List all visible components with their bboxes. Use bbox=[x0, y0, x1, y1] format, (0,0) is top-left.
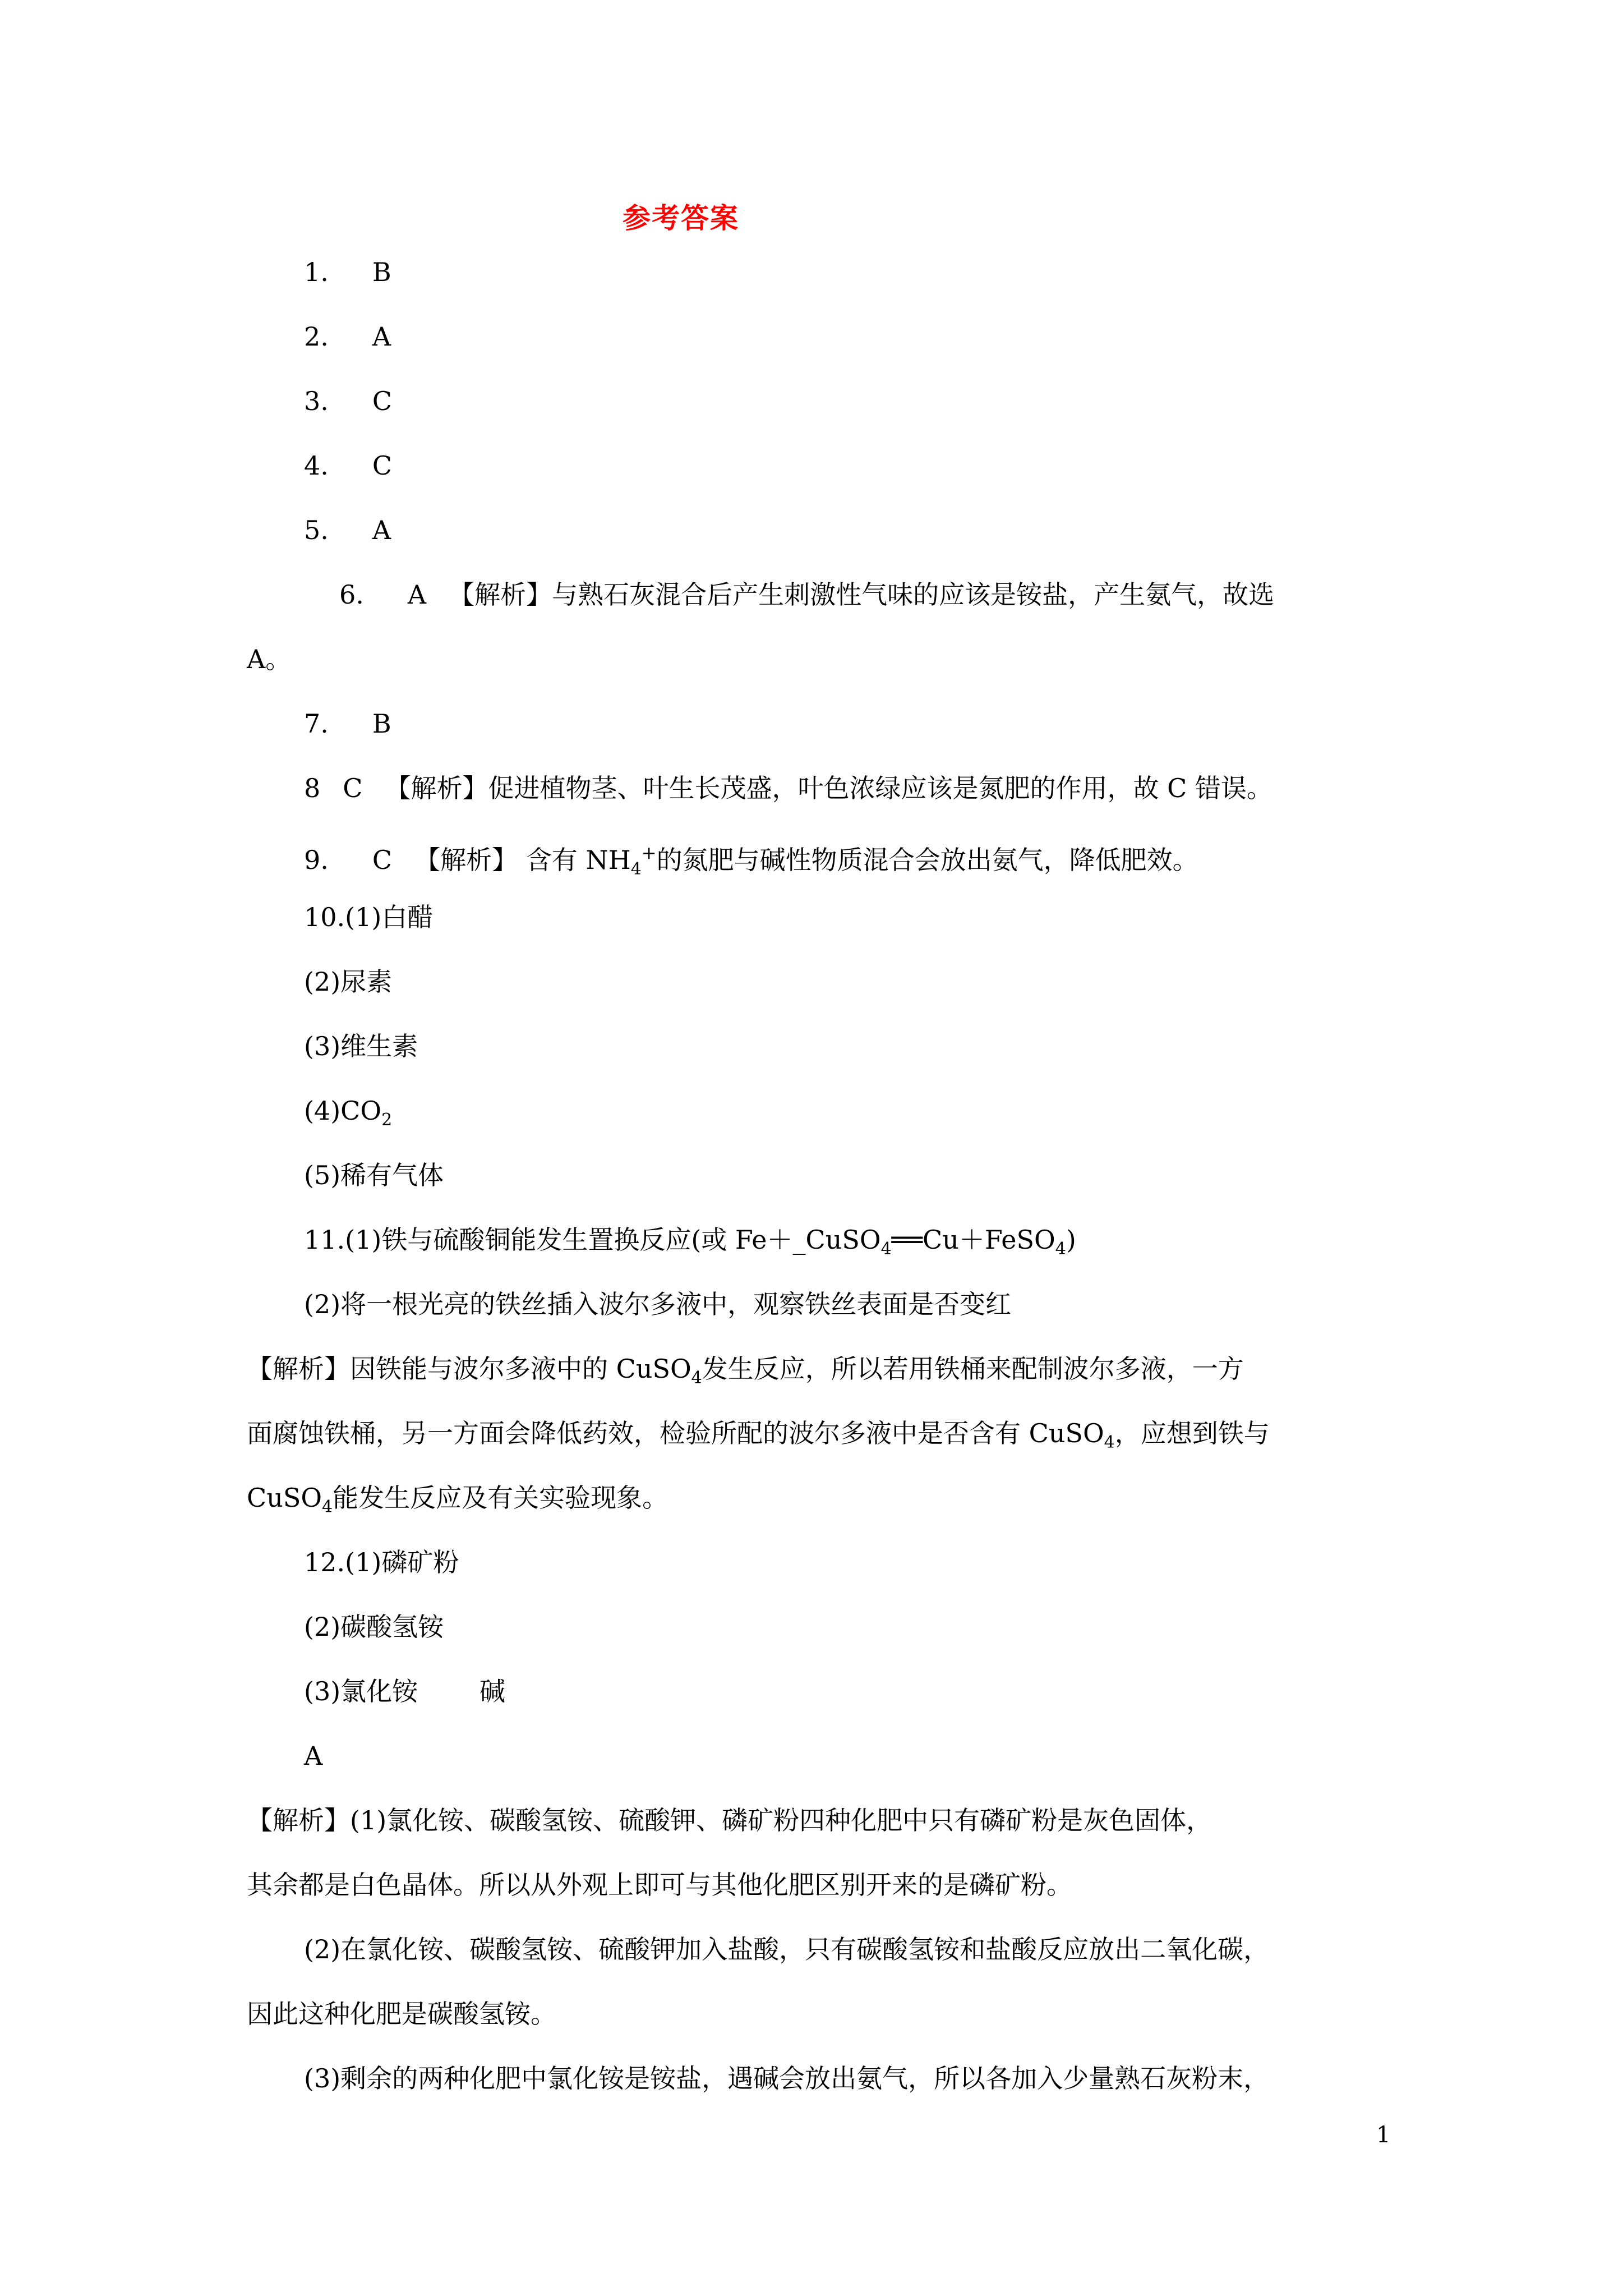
answer-11-explanation-line-1 bbox=[247, 1352, 1244, 1395]
answer-text-cont: 碱 bbox=[479, 1676, 506, 1706]
answer-10-part-4 bbox=[304, 1094, 392, 1137]
subscript: 2 bbox=[381, 1110, 393, 1130]
answer-choice: C bbox=[343, 773, 363, 803]
subscript: 4 bbox=[1055, 1239, 1066, 1259]
answer-10-part-5: (5)稀有气体 bbox=[304, 1160, 444, 1190]
answer-text: (1)铁与硫酸铜能发生置换反应(或 Fe＋_CuSO bbox=[345, 1225, 881, 1255]
question-number: 12. bbox=[304, 1547, 345, 1577]
answer-5 bbox=[304, 513, 391, 547]
answer-3 bbox=[304, 384, 392, 418]
answer-4 bbox=[304, 449, 392, 482]
question-number: 11. bbox=[304, 1225, 345, 1255]
question-number: 4. bbox=[304, 450, 329, 481]
subscript: 4 bbox=[1104, 1433, 1115, 1452]
explanation-text: 【解析】 含有 NH bbox=[414, 845, 631, 875]
answer-text: (1)白醋 bbox=[345, 902, 434, 932]
question-number: 10. bbox=[304, 902, 345, 932]
answer-11-explanation-line-3 bbox=[247, 1481, 668, 1524]
answer-12-explanation-line-5: (3)剩余的两种化肥中氯化铵是铵盐，遇碱会放出氨气，所以各加入少量熟石灰粉末， bbox=[304, 2063, 1270, 2093]
answer-choice: B bbox=[372, 257, 391, 287]
explanation-text-cont: ，应想到铁与 bbox=[1114, 1418, 1270, 1448]
explanation-text-cont: 的氮肥与碱性物质混合会放出氨气，降低肥效。 bbox=[656, 845, 1198, 875]
answer-11-explanation-line-2 bbox=[247, 1416, 1270, 1460]
subscript: 4 bbox=[691, 1368, 702, 1388]
explanation-text: 【解析】因铁能与波尔多液中的 CuSO bbox=[247, 1354, 691, 1384]
page-title: 参考答案 bbox=[623, 201, 739, 234]
answer-12-explanation-line-4: 因此这种化肥是碳酸氢铵。 bbox=[247, 1999, 556, 2029]
question-number: 8 bbox=[304, 773, 321, 803]
answer-10-part-3: (3)维生素 bbox=[304, 1031, 418, 1061]
question-number: 2. bbox=[304, 321, 329, 352]
explanation-text-cont: 发生反应，所以若用铁桶来配制波尔多液，一方 bbox=[702, 1354, 1244, 1384]
answer-12-explanation-line-2: 其余都是白色晶体。所以从外观上即可与其他化肥区别开来的是磷矿粉。 bbox=[247, 1870, 1072, 1900]
answer-1 bbox=[304, 255, 391, 289]
question-number: 5. bbox=[304, 515, 329, 545]
explanation-text: 【解析】促进植物茎、叶生长茂盛，叶色浓绿应该是氮肥的作用，故 C 错误。 bbox=[385, 773, 1272, 803]
superscript: + bbox=[641, 842, 657, 863]
answer-7 bbox=[304, 707, 391, 740]
answer-choice: A bbox=[407, 579, 427, 610]
answer-choice: C bbox=[372, 386, 393, 416]
answer-text: (3)氯化铵 bbox=[304, 1676, 418, 1706]
question-number: 3. bbox=[304, 386, 329, 416]
answer-9 bbox=[304, 836, 1198, 886]
answer-text: (1)磷矿粉 bbox=[345, 1547, 459, 1577]
answer-10-part-2: (2)尿素 bbox=[304, 967, 393, 997]
answer-12-part-4: A bbox=[304, 1741, 323, 1771]
answer-choice: C bbox=[372, 845, 393, 875]
answer-12-part-3 bbox=[304, 1674, 505, 1708]
answer-6 bbox=[339, 578, 1274, 611]
answer-10-part-1 bbox=[304, 900, 433, 934]
answer-2 bbox=[304, 320, 391, 353]
answer-12-explanation-line-3: (2)在氯化铵、碳酸氢铵、硫酸钾加入盐酸，只有碳酸氢铵和盐酸反应放出二氧化碳， bbox=[304, 1934, 1270, 1964]
explanation-text: CuSO bbox=[247, 1483, 322, 1513]
question-number: 9. bbox=[304, 845, 329, 875]
answer-6-continued: A。 bbox=[247, 644, 292, 674]
answer-choice: A bbox=[372, 321, 391, 352]
question-number: 7. bbox=[304, 708, 329, 739]
explanation-text: 【解析】与熟石灰混合后产生刺激性气味的应该是铵盐，产生氨气，故选 bbox=[449, 579, 1275, 610]
answer-8 bbox=[304, 771, 1272, 805]
answer-text: (4)CO bbox=[304, 1096, 382, 1126]
page-number: 1 bbox=[1376, 2122, 1391, 2148]
answer-12-part-1 bbox=[304, 1545, 459, 1579]
answer-choice: C bbox=[372, 450, 393, 481]
explanation-text-cont: 能发生反应及有关实验现象。 bbox=[333, 1483, 668, 1513]
question-number: 6. bbox=[339, 579, 364, 610]
question-number: 1. bbox=[304, 257, 329, 287]
answer-text-end: ) bbox=[1066, 1225, 1076, 1255]
answer-12-explanation-line-1: 【解析】(1)氯化铵、碳酸氢铵、硫酸钾、磷矿粉四种化肥中只有磷矿粉是灰色固体， bbox=[247, 1805, 1212, 1835]
answer-text-cont: ══Cu＋FeSO bbox=[891, 1225, 1055, 1255]
explanation-text: 面腐蚀铁桶，另一方面会降低药效，检验所配的波尔多液中是否含有 CuSO bbox=[247, 1418, 1104, 1448]
answer-11-part-2: (2)将一根光亮的铁丝插入波尔多液中，观察铁丝表面是否变红 bbox=[304, 1289, 1012, 1319]
answer-11-part-1 bbox=[304, 1223, 1076, 1266]
subscript: 4 bbox=[880, 1239, 892, 1259]
answer-choice: B bbox=[372, 708, 391, 739]
answer-choice: A bbox=[372, 515, 391, 545]
subscript: 4 bbox=[322, 1497, 333, 1517]
answer-12-part-2: (2)碳酸氢铵 bbox=[304, 1612, 444, 1642]
subscript: 4 bbox=[630, 859, 642, 879]
